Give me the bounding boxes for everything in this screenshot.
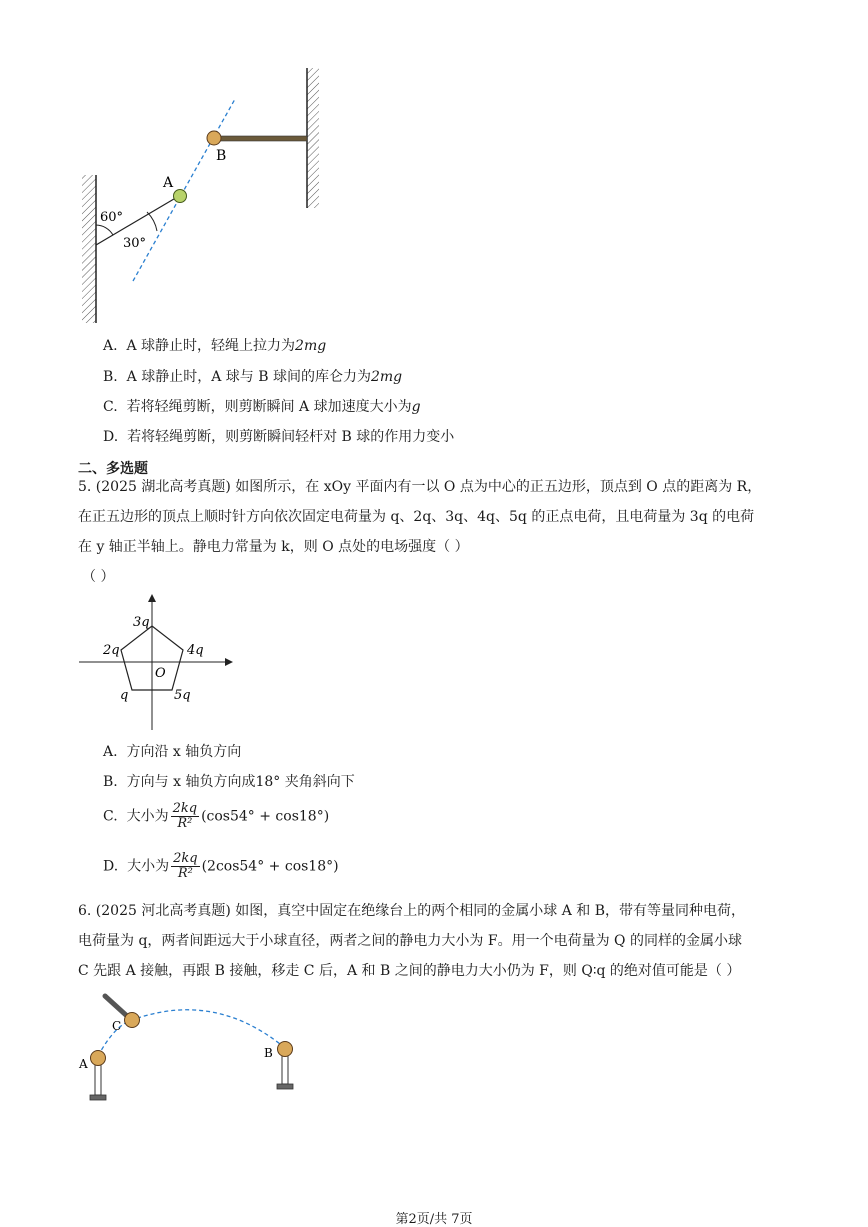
q6-line-2: 电荷量为 q，两者间距远大于小球直径，两者之间的静电力大小为 F。用一个电荷量为 Q 的同样的金属小球 xyxy=(78,933,742,949)
left-wall-hatch xyxy=(82,175,96,323)
label-3q: 3q xyxy=(133,615,150,630)
page-footer: 第2页/共 7页 xyxy=(395,1212,473,1227)
label-a: A xyxy=(163,175,174,191)
fraction-d: $\frac{2kq}{\text{R²}}$ xyxy=(173,851,198,881)
label-c: C xyxy=(112,1019,122,1033)
q5-option-a: A. 方向沿 x 轴负方向 xyxy=(103,744,242,760)
stand-a-base xyxy=(90,1095,106,1100)
label-4q: 4q xyxy=(187,643,204,658)
q4-option-c: C. 若将轻绳剪断，则剪断瞬间 A 球加速度大小为g xyxy=(103,399,421,415)
label-origin: O xyxy=(155,666,166,681)
rod xyxy=(215,136,307,141)
label-5q: 5q xyxy=(174,688,191,703)
right-wall-hatch xyxy=(307,68,319,208)
handle-c xyxy=(105,996,127,1016)
q5-line-1: 5. (2025 湖北高考真题) 如图所示，在 xOy 平面内有一以 O 点为中心的正五边形，顶点到 O 点的距离为 R， xyxy=(78,479,762,495)
q5-line-2: 在正五边形的顶点上顺时针方向依次固定电荷量为 q、2q、3q、4q、5q 的正点电荷，且电荷量为 3q 的电荷 xyxy=(78,509,755,525)
angle-arc-60 xyxy=(96,225,113,235)
figure-pentagon-charges xyxy=(75,592,240,734)
figure-metal-balls xyxy=(75,990,305,1105)
figure-charged-balls-wall xyxy=(75,65,335,330)
ball-b xyxy=(207,131,221,145)
fraction-c: $\frac{2kq}{\text{R²}}$ xyxy=(172,801,198,831)
q6-line-1: 6. (2025 河北高考真题) 如图，真空中固定在绝缘台上的两个相同的金属小球 A 和 B，带有等量同种电荷， xyxy=(78,903,746,919)
label-b: B xyxy=(216,148,227,164)
ball-b xyxy=(278,1042,293,1057)
ball-a xyxy=(91,1051,106,1066)
q4-option-d: D. 若将轻绳剪断，则剪断瞬间轻杆对 B 球的作用力变小 xyxy=(103,429,455,445)
q5-answer-blank: （ ） xyxy=(82,569,115,585)
label-angle-30: 30° xyxy=(123,236,147,251)
label-angle-60: 60° xyxy=(100,210,124,225)
q5-option-b: B. 方向与 x 轴负方向成18° 夹角斜向下 xyxy=(103,774,355,790)
label-a: A xyxy=(79,1057,88,1071)
q5-option-c: C. 大小为 $\frac{2kq}{\text{R²}}$ (cos54° + cos18°) xyxy=(103,801,330,831)
q6-line-3: C 先跟 A 接触，再跟 B 接触，移走 C 后，A 和 B 之间的静电力大小仍为 F，则 Q∶q 的绝对值可能是（ ） xyxy=(78,963,741,979)
stand-a-post xyxy=(95,1064,101,1095)
q4-option-b: B. A 球静止时，A 球与 B 球间的库仑力为2mg xyxy=(103,369,403,385)
stand-b-base xyxy=(277,1084,293,1089)
label-b: B xyxy=(264,1046,273,1060)
angle-arc-30 xyxy=(147,212,157,231)
ball-c xyxy=(125,1013,140,1028)
label-2q: 2q xyxy=(103,643,120,658)
label-q: q xyxy=(120,688,129,703)
dashed-line xyxy=(133,99,235,281)
q5-line-3: 在 y 轴正半轴上。静电力常量为 k，则 O 点处的电场强度（ ） xyxy=(78,539,469,555)
stand-b-post xyxy=(282,1054,288,1084)
q5-option-d: D. 大小为 $\frac{2kq}{\text{R²}}$ (2cos54° + cos18°) xyxy=(103,851,339,881)
ball-a xyxy=(174,190,187,203)
q4-option-a: A. A 球静止时，轻绳上拉力为2mg xyxy=(103,338,327,354)
section-heading: 二、多选题 xyxy=(78,461,148,477)
